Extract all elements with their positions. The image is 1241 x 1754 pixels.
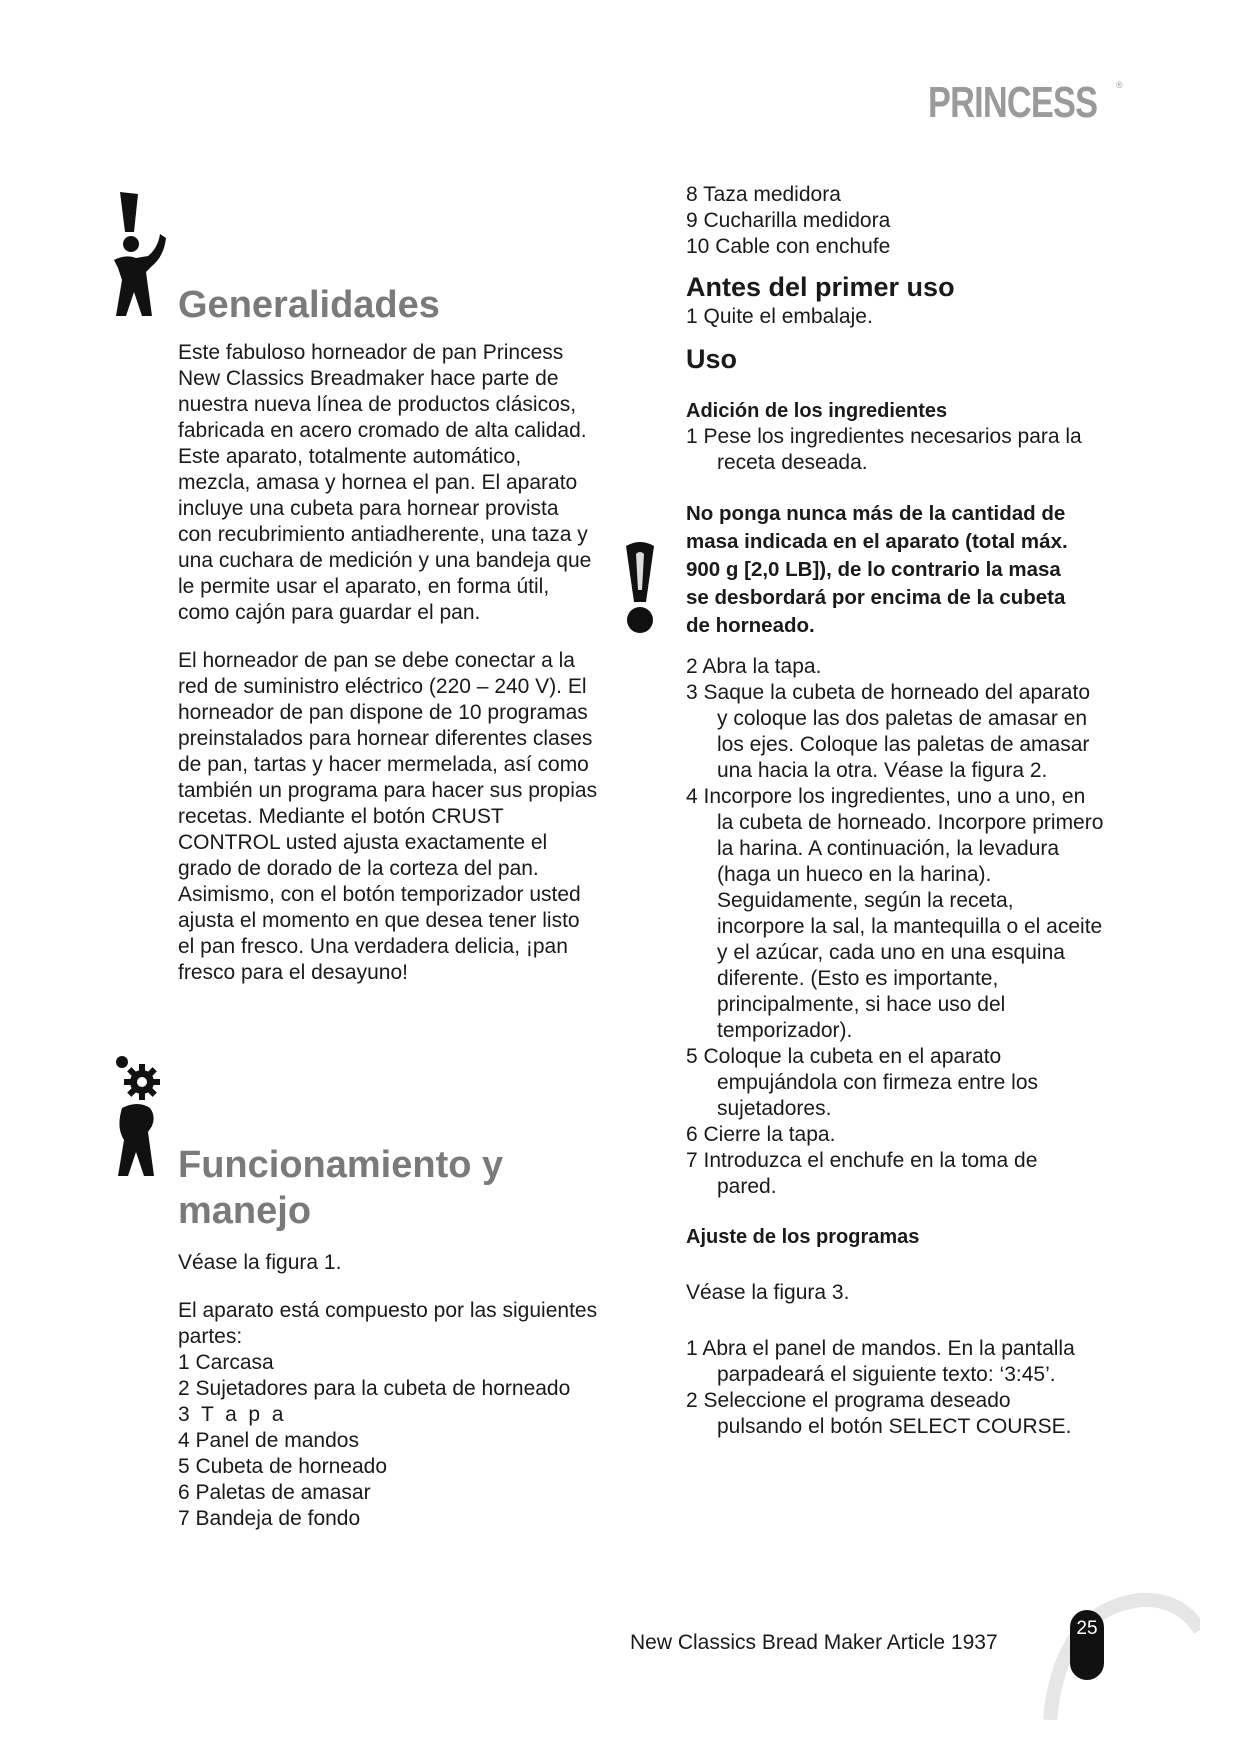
list-item: 9 Cucharilla medidora (686, 209, 891, 232)
text-line: CONTROL usted ajusta exactamente el (178, 831, 548, 854)
list-item: 1 Carcasa (178, 1351, 274, 1374)
list-item-continuation: receta deseada. (717, 451, 868, 474)
warning-line: 900 g [2,0 LB]), de lo contrario la masa (686, 558, 1061, 581)
list-item-continuation: empujándola con firmeza entre los (717, 1071, 1039, 1094)
text-line: también un programa para hacer sus propias (178, 779, 598, 802)
footer-product-name: New Classics Bread Maker Article 1937 (630, 1631, 998, 1654)
text-line: Asimismo, con el botón temporizador usted (178, 883, 581, 906)
heading-generalidades: Generalidades (178, 284, 440, 326)
figure-reference: Véase la figura 3. (686, 1281, 850, 1304)
section-generalidades (178, 282, 618, 986)
list-item-continuation: pulsando el botón SELECT COURSE. (717, 1415, 1072, 1438)
list-item: 3 T a p a (178, 1403, 284, 1426)
list-item: 1 Pese los ingredientes necesarios para la (686, 425, 1082, 448)
list-item: 4 Panel de mandos (178, 1429, 359, 1452)
brand-logo (924, 78, 1124, 128)
text-line: horneador de pan dispone de 10 programas (178, 701, 588, 724)
list-item: 6 Cierre la tapa. (686, 1123, 836, 1146)
list-item-continuation: y el azúcar, cada uno en una esquina (717, 941, 1065, 964)
list-item: 7 Introduzca el enchufe en la toma de (686, 1149, 1038, 1172)
text-line: con recubrimiento antiadherente, una taza y (178, 523, 588, 546)
text-line: El horneador de pan se debe conectar a la (178, 649, 575, 672)
text-line: grado de dorado de la corteza del pan. (178, 857, 539, 880)
list-item: 1 Abra el panel de mandos. En la pantalla (686, 1337, 1075, 1360)
list-item: 6 Paletas de amasar (178, 1481, 371, 1504)
list-item: 3 Saque la cubeta de horneado del aparato (686, 681, 1090, 704)
heading-line: Funcionamiento y (178, 1144, 504, 1186)
heading-uso: Uso (686, 344, 738, 374)
text-line: fresco para el desayuno! (178, 961, 408, 984)
page-number: 25 (1070, 1610, 1104, 1680)
list-item-continuation: los ejes. Coloque las paletas de amasar (717, 733, 1090, 756)
text-line: partes: (178, 1325, 243, 1348)
text-line: de pan, tartas y hacer mermelada, así como (178, 753, 589, 776)
subheading-ajuste: Ajuste de los programas (686, 1226, 920, 1248)
list-item-continuation: diferente. (Esto es importante, (717, 967, 999, 990)
text-line: preinstalados para hornear diferentes clases (178, 727, 593, 750)
text-line: red de suministro eléctrico (220 – 240 V). El (178, 675, 587, 698)
list-item: 4 Incorpore los ingredientes, uno a uno, en (686, 785, 1086, 808)
list-item-continuation: pared. (717, 1175, 777, 1198)
exclamation-warning-icon (622, 540, 658, 638)
list-item-continuation: principalmente, si hace uso del (717, 993, 1006, 1016)
list-item: 10 Cable con enchufe (686, 235, 891, 258)
list-item: 2 Seleccione el programa deseado (686, 1389, 1011, 1412)
subheading-adicion: Adición de los ingredientes (686, 400, 948, 422)
warning-line: No ponga nunca más de la cantidad de (686, 502, 1066, 525)
figure-reference: Véase la figura 1. (178, 1251, 342, 1274)
list-item: 1 Quite el embalaje. (686, 305, 873, 328)
warning-line: de horneado. (686, 614, 815, 637)
list-item-continuation: la harina. A continuación, la levadura (717, 837, 1060, 860)
list-item-continuation: una hacia la otra. Véase la figura 2. (717, 759, 1048, 782)
text-line: como cajón para guardar el pan. (178, 601, 481, 624)
decorative-arc (1040, 1590, 1200, 1720)
gear-person-icon (112, 1052, 170, 1182)
heading-line: manejo (178, 1190, 312, 1232)
registered-mark: ® (1116, 80, 1123, 90)
list-item-continuation: (haga un hueco en la harina). (717, 863, 992, 886)
heading-antes-del-primer-uso: Antes del primer uso (686, 272, 955, 302)
list-item-continuation: y coloque las dos paletas de amasar en (717, 707, 1088, 730)
text-line: New Classics Breadmaker hace parte de (178, 367, 559, 390)
section-funcionamiento (178, 1142, 618, 1532)
section-right (686, 182, 1116, 1440)
list-item-continuation: parpadeará el siguiente texto: ‘3:45’. (717, 1363, 1056, 1386)
text-line: recetas. Mediante el botón CRUST (178, 805, 504, 828)
text-line: nuestra nueva línea de productos clásicos, (178, 393, 577, 416)
list-item: 2 Sujetadores para la cubeta de horneado (178, 1377, 571, 1400)
list-item-continuation: sujetadores. (717, 1097, 832, 1120)
text-line: Este aparato, totalmente automático, (178, 445, 522, 468)
warning-line: masa indicada en el aparato (total máx. (686, 530, 1068, 553)
text-line: le permite usar el aparato, en forma útil, (178, 575, 550, 598)
list-item-continuation: temporizador). (717, 1019, 853, 1042)
list-item: 7 Bandeja de fondo (178, 1507, 361, 1530)
text-line: una cuchara de medición y una bandeja que (178, 549, 592, 572)
text-line: incluye una cubeta para hornear provista (178, 497, 559, 520)
list-item: 5 Cubeta de horneado (178, 1455, 388, 1478)
text-line: mezcla, amasa y hornea el pan. El aparato (178, 471, 578, 494)
text-line: ajusta el momento en que desea tener listo (178, 909, 580, 932)
text-line: El aparato está compuesto por las siguientes (178, 1299, 598, 1322)
list-item-continuation: incorpore la sal, la mantequilla o el aceite (717, 915, 1103, 938)
list-item: 5 Coloque la cubeta en el aparato (686, 1045, 1002, 1068)
warning-block (686, 500, 1116, 640)
heading-funcionamiento (178, 1142, 618, 1234)
text-line: el pan fresco. Una verdadera delicia, ¡pan (178, 935, 568, 958)
warning-line: se desbordará por encima de la cubeta (686, 586, 1066, 609)
text-line: fabricada en acero cromado de alta calidad. (178, 419, 587, 442)
list-item-continuation: Seguidamente, según la receta, (717, 889, 1014, 912)
exclamation-person-icon (112, 188, 172, 324)
text-line: Este fabuloso horneador de pan Princess (178, 341, 564, 364)
list-item-continuation: la cubeta de horneado. Incorpore primero (717, 811, 1104, 834)
list-item: 2 Abra la tapa. (686, 655, 822, 678)
list-item: 8 Taza medidora (686, 183, 841, 206)
brand-name: PRINCESS (928, 78, 1098, 127)
